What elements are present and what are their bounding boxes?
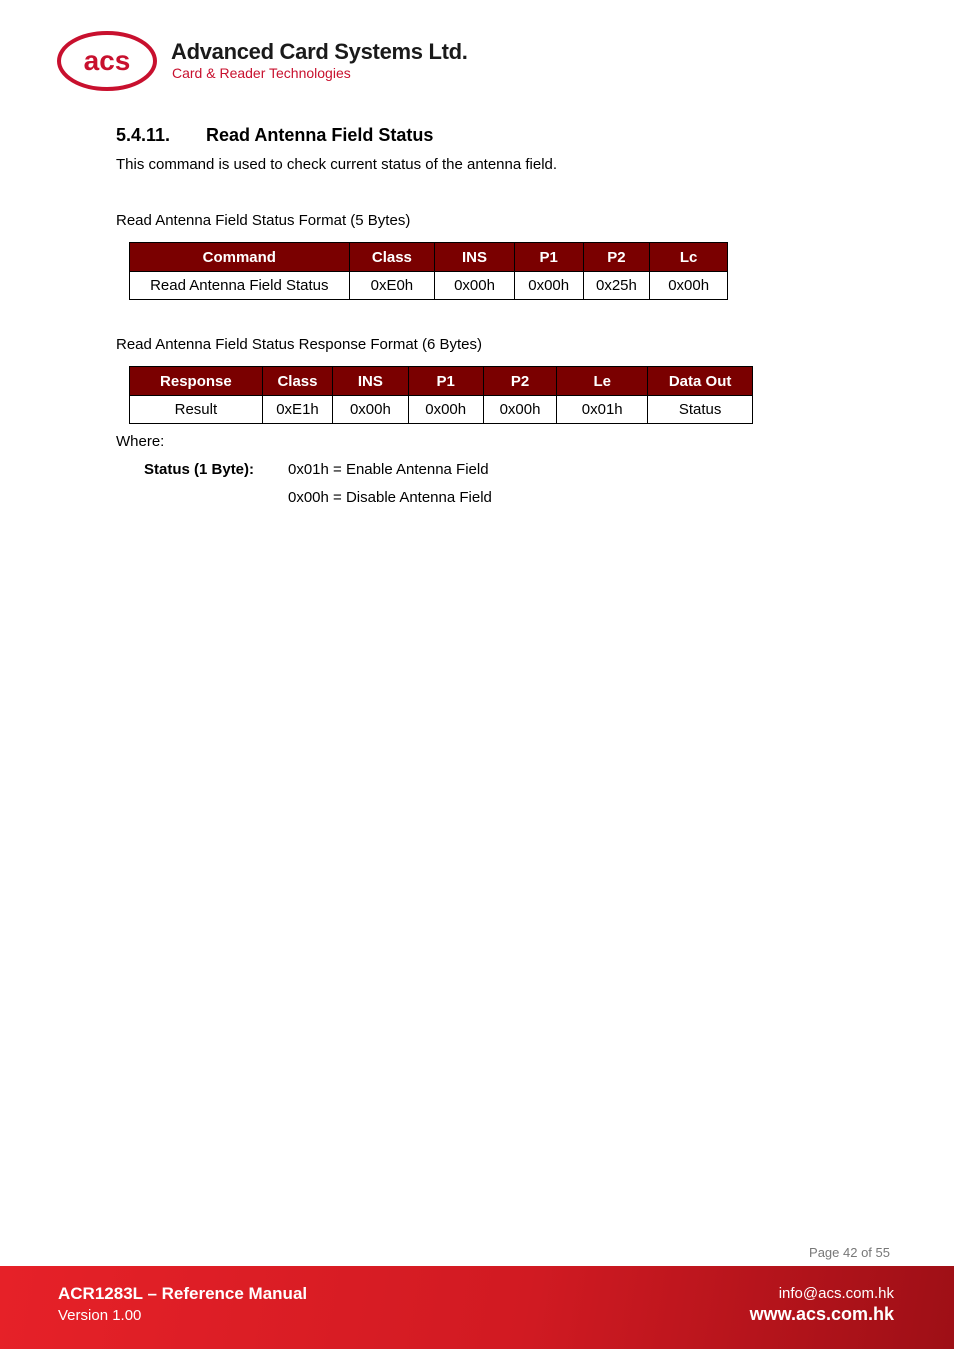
section-title: Read Antenna Field Status	[206, 125, 434, 145]
table-header-row	[130, 367, 753, 396]
table-header-row	[130, 243, 728, 272]
document-title: ACR1283L – Reference Manual	[58, 1284, 308, 1303]
table-header-cell: Response	[130, 367, 263, 396]
section-heading	[116, 125, 433, 146]
table-header-cell: Class	[349, 243, 435, 272]
svg-text:acs: acs	[83, 45, 131, 76]
table-cell: 0x00h	[435, 272, 515, 300]
contact-email: info@acs.com.hk	[778, 1285, 894, 1302]
table-header-cell: INS	[333, 367, 408, 396]
table-cell: 0x01h	[557, 396, 648, 424]
page-number: Page 42 of 55	[809, 1245, 890, 1260]
website-link: www.acs.com.hk	[749, 1304, 894, 1324]
table-header-cell: P1	[514, 243, 583, 272]
page-footer	[0, 1266, 954, 1349]
command-table-caption: Read Antenna Field Status Format (5 Bytes)	[116, 212, 411, 229]
response-table-caption: Read Antenna Field Status Response Format (6 Bytes)	[116, 336, 483, 353]
document-version: Version 1.00	[58, 1307, 142, 1324]
status-value-enable: 0x01h = Enable Antenna Field	[288, 461, 489, 478]
status-field-label: Status (1 Byte):	[144, 461, 255, 478]
table-header-cell: Data Out	[648, 367, 753, 396]
section-description: This command is used to check current status of the antenna field.	[116, 156, 558, 173]
where-label: Where:	[116, 433, 165, 450]
table-cell: 0x00h	[483, 396, 556, 424]
table-header-cell: Command	[130, 243, 350, 272]
acs-logo-icon	[55, 29, 159, 93]
table-cell: Status	[648, 396, 753, 424]
table-cell: Read Antenna Field Status	[130, 272, 350, 300]
table-header-cell: P2	[483, 367, 556, 396]
table-header-cell: Class	[262, 367, 332, 396]
table-cell: 0xE1h	[262, 396, 332, 424]
table-header-cell: INS	[435, 243, 515, 272]
response-format-table	[129, 366, 753, 424]
table-row	[130, 396, 753, 424]
company-logo	[55, 29, 475, 95]
table-cell: 0x25h	[583, 272, 650, 300]
table-cell: 0xE0h	[349, 272, 435, 300]
table-header-cell: Lc	[650, 243, 728, 272]
section-number: 5.4.11.	[116, 125, 171, 145]
table-cell: 0x00h	[650, 272, 728, 300]
table-header-cell: P1	[408, 367, 483, 396]
table-row	[130, 272, 728, 300]
status-value-disable: 0x00h = Disable Antenna Field	[288, 489, 492, 506]
command-format-table	[129, 242, 728, 300]
company-tagline: Card & Reader Technologies	[172, 65, 351, 81]
table-cell: Result	[130, 396, 263, 424]
table-cell: 0x00h	[408, 396, 483, 424]
table-header-cell: Le	[557, 367, 648, 396]
table-cell: 0x00h	[333, 396, 408, 424]
company-name: Advanced Card Systems Ltd.	[171, 39, 468, 64]
table-header-cell: P2	[583, 243, 650, 272]
table-cell: 0x00h	[514, 272, 583, 300]
